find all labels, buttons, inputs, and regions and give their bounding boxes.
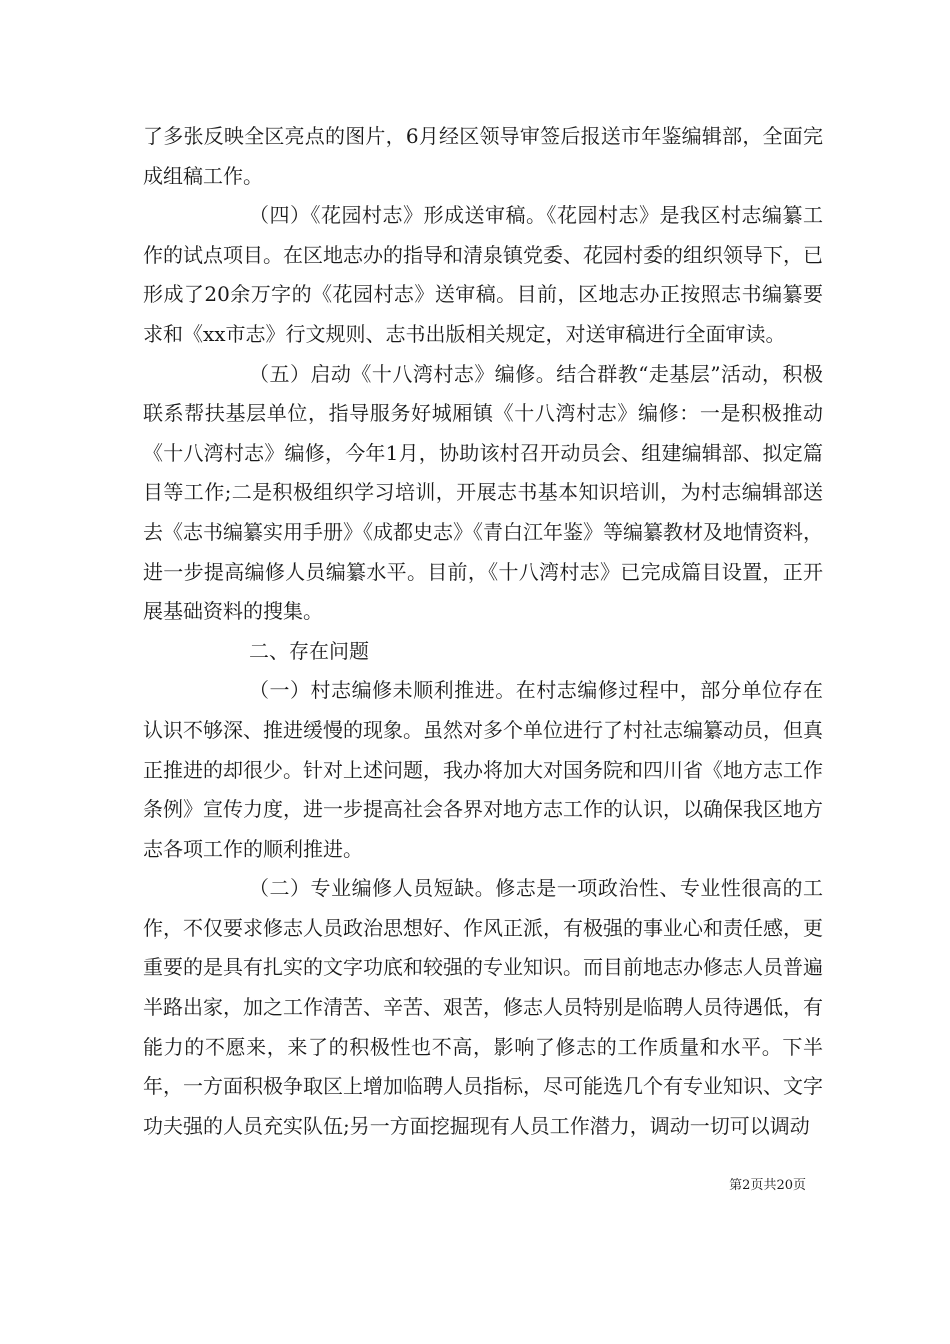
paragraph-continued: 了多张反映全区亮点的图片，6月经区领导审签后报送市年鉴编辑部，全面完成组稿工作。 [143, 124, 823, 188]
page-number-footer: 第2页共20页 [729, 1178, 806, 1193]
paragraph-section-5: （五）启动《十八湾村志》编修。结合群教“走基层”活动，积极联系帮扶基层单位，指导服务好城厢镇《十八湾村志》编修：一是积极推动《十八湾村志》编修，今年1月，协助该村召开动员会、组建编辑部、拟定篇目等工作;二是积极组织学习培训，开展志书基本知识培训，为村志编辑部送去《志书编纂实用手册》《成都史志》《青白江年鉴》等编纂教材及地情资料，进一步提高编修人员编纂水平。目前，《十八湾村志》已完成篇目设置，正开展基础资料的搜集。 [143, 361, 823, 624]
paragraph-problem-2: （二）专业编修人员短缺。修志是一项政治性、专业性很高的工作，不仅要求修志人员政治思想好、作风正派，有极强的事业心和责任感，更重要的是具有扎实的文字功底和较强的专业知识。而目前地志办修志人员普遍半路出家，加之工作清苦、辛苦、艰苦，修志人员特别是临聘人员待遇低，有能力的不愿来，来了的积极性也不高，影响了修志的工作质量和水平。下半年，一方面积极争取区上增加临聘人员指标，尽可能选几个有专业知识、文字功夫强的人员充实队伍;另一方面挖掘现有人员工作潜力，调动一切可以调动 [143, 876, 823, 1138]
document-body [143, 117, 823, 1146]
paragraph-problem-1: （一）村志编修未顺利推进。在村志编修过程中，部分单位存在认识不够深、推进缓慢的现象。虽然对多个单位进行了村社志编纂动员，但真正推进的却很少。针对上述问题，我办将加大对国务院和四川省《地方志工作条例》宣传力度，进一步提高社会各界对地方志工作的认识，以确保我区地方志各项工作的顺利推进。 [143, 678, 823, 861]
paragraph-section-4: （四）《花园村志》形成送审稿。《花园村志》是我区村志编纂工作的试点项目。在区地志办的指导和清泉镇党委、花园村委的组织领导下，已形成了20余万字的《花园村志》送审稿。目前，区地志办正按照志书编纂要求和《xx市志》行文规则、志书出版相关规定，对送审稿进行全面审读。 [143, 203, 823, 346]
heading-existing-problems: 二、存在问题 [249, 638, 369, 663]
